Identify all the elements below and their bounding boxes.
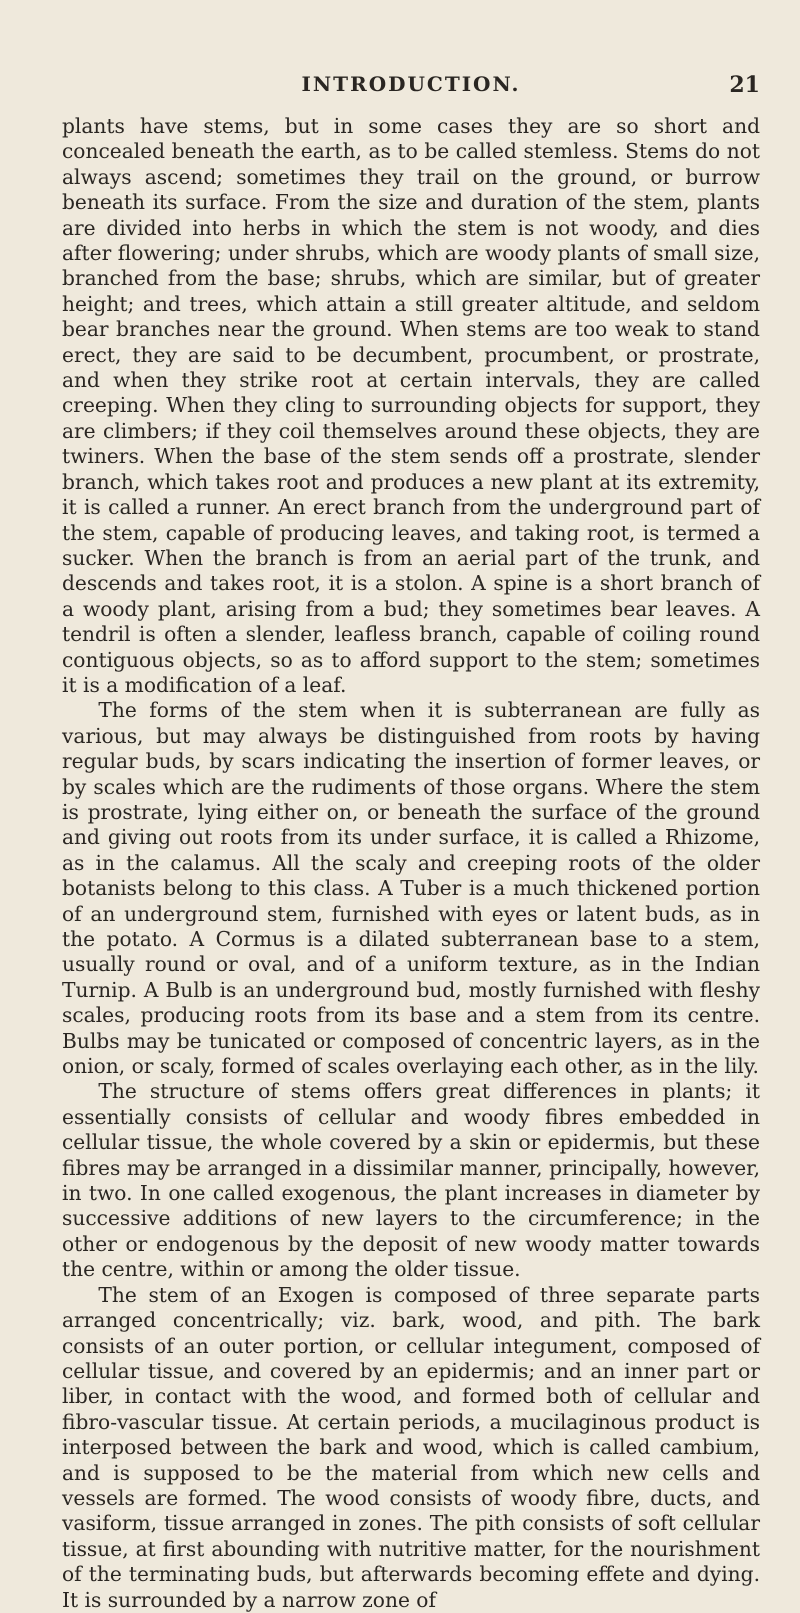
paragraph-2: The forms of the stem when it is subterranean are fully as various, but may always be distinguished from roots by having regular buds, by scars indicating the insertion of former leaves, or by scales which are the rudiments of those organs. Where the stem is prostrate, lying either on, or beneath the surface of the ground and giving out roots from its under surface, it is called a Rhizome, as in the calamus. All the scaly and creeping roots of the older botanists belong to this class. A Tuber is a much thickened portion of an underground stem, furnished with eyes or latent buds, as in the potato. A Cormus is a dilated subterranean base to a stem, usually round or oval, and of a uniform texture, as in the Indian Turnip. A Bulb is an underground bud, mostly furnished with fleshy scales, producing roots from its base and a stem from its centre. Bulbs may be tunicated or composed of concentric layers, as in the onion, or scaly, formed of scales overlaying each other, as in the lily. — [62, 698, 760, 1079]
paragraph-4: The stem of an Exogen is composed of three separate parts arranged concentrically; viz. bark, wood, and pith. The bark consists of an outer portion, or cellular integument, composed of cellular tissue, and covered by an epidermis; and an inner part or liber, in contact with the wood, and formed both of cellular and fibro-vascular tissue. At certain periods, a mucilaginous product is interposed between the bark and wood, which is called cambium, and is supposed to be the material from which new cells and vessels are formed. The wood consists of woody fibre, ducts, and vasiform, tissue arranged in zones. The pith consists of soft cellular tissue, at first abounding with nutritive matter, for the nourishment of the terminating buds, but afterwards becoming effete and dying. It is surrounded by a narrow zone of — [62, 1282, 760, 1612]
page-title: INTRODUCTION. — [301, 72, 521, 96]
running-head — [62, 72, 760, 96]
paragraph-3: The structure of stems offers great differences in plants; it essentially consists of cellular and woody fibres embedded in cellular tissue, the whole covered by a skin or epidermis, but these fibres may be arranged in a dissimilar manner, principally, however, in two. In one called exogenous, the plant increases in diameter by successive additions of new layers to the circumference; in the other or endogenous by the deposit of new woody matter towards the centre, within or among the older tissue. — [62, 1079, 760, 1282]
page-number: 21 — [729, 72, 760, 98]
paragraph-1: plants have stems, but in some cases they are so short and concealed beneath the earth, as to be called stemless. Stems do not always ascend; sometimes they trail on the ground, or burrow beneath its surface. From the size and duration of the stem, plants are divided into herbs in which the stem is not woody, and dies after flowering; under shrubs, which are woody plants of small size, branched from the base; shrubs, which are similar, but of greater height; and trees, which attain a still greater altitude, and seldom bear branches near the ground. When stems are too weak to stand erect, they are said to be decumbent, procumbent, or prostrate, and when they strike root at certain intervals, they are called creeping. When they cling to surrounding objects for support, they are climbers; if they coil themselves around these objects, they are twiners. When the base of the stem sends off a prostrate, slender branch, which takes root and produces a new plant at its extremity, it is called a runner. An erect branch from the underground part of the stem, capable of producing leaves, and taking root, is termed a sucker. When the branch is from an aerial part of the trunk, and descends and takes root, it is a stolon. A spine is a short branch of a woody plant, arising from a bud; they sometimes bear leaves. A tendril is often a slender, leafless branch, capable of coiling round contiguous objects, so as to afford support to the stem; sometimes it is a modification of a leaf. — [62, 114, 760, 697]
body-text — [62, 114, 760, 1613]
